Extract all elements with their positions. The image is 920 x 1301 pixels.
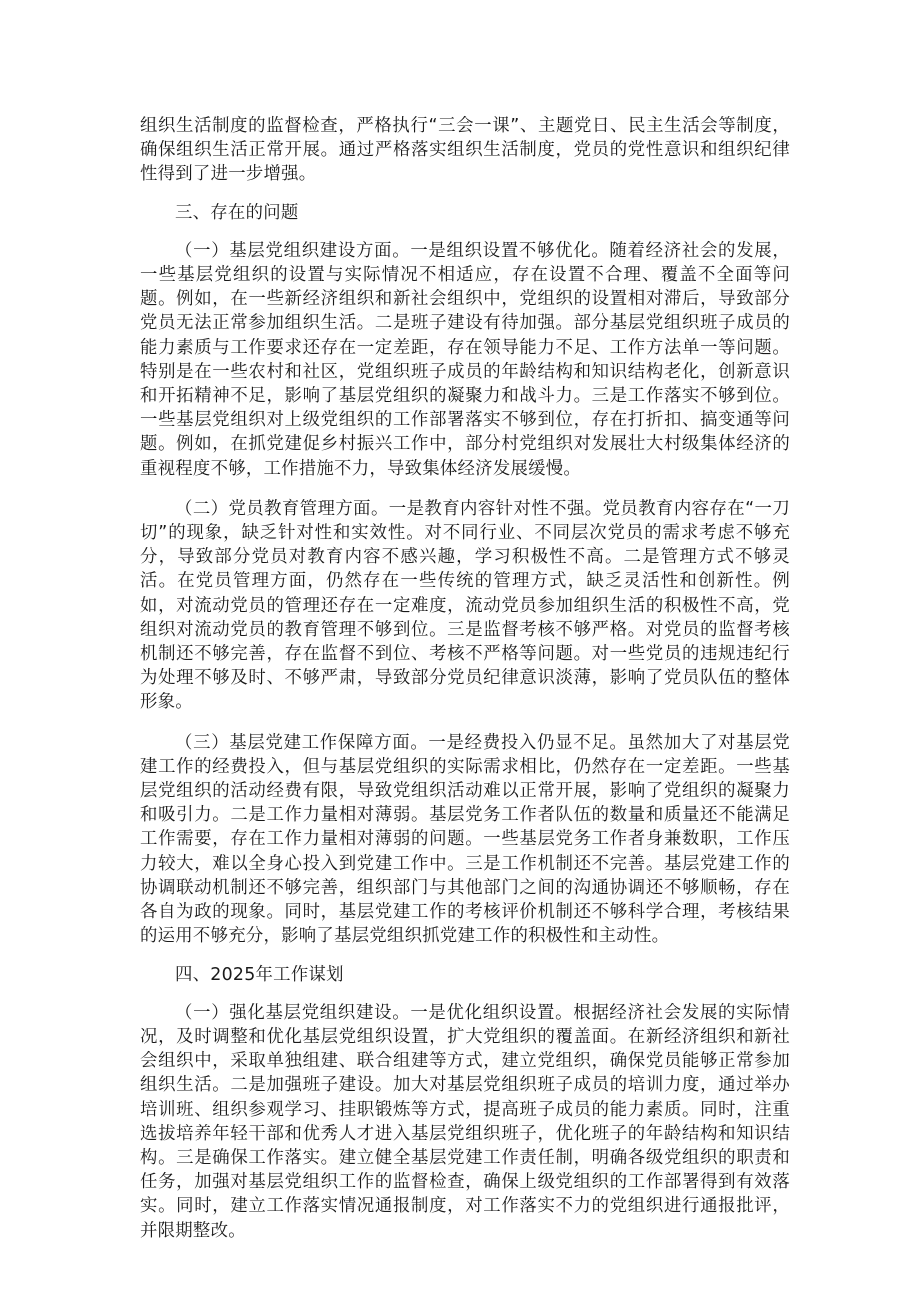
paragraph-work-guarantee-problems: （三）基层党建工作保障方面。一是经费投入仍显不足。虽然加大了对基层党建工作的经费投入，但与基层党组织的实际需求相比，仍然存在一定差距。一些基层党组织的活动经费有限，导致党组织活动难以正常开展，影响了党组织的凝聚力和吸引力。二是工作力量相对薄弱。基层党务工作者队伍的数量和质量还不能满足工作需要，存在工作力量相对薄弱的问题。一些基层党务工作者身兼数职，工作压力较大，难以全身心投入到党建工作中。三是工作机制还不完善。基层党建工作的协调联动机制还不够完善，组织部门与其他部门之间的沟通协调还不够顺畅，存在各自为政的现象。同时，基层党建工作的考核评价机制还不够科学合理，考核结果的运用不够充分，影响了基层党组织抓党建工作的积极性和主动性。 bbox=[140, 732, 790, 947]
paragraph-strengthen-org-building: （一）强化基层党组织建设。一是优化组织设置。根据经济社会发展的实际情况，及时调整和优化基层党组织设置，扩大党组织的覆盖面。在新经济组织和新社会组织中，采取单独组建、联合组建等方式，建立党组织，确保党员能够正常参加组织生活。二是加强班子建设。加大对基层党组织班子成员的培训力度，通过举办培训班、组织参观学习、挂职锻炼等方式，提高班子成员的能力素质。同时，注重选拔培养年轻干部和优秀人才进入基层党组织班子，优化班子的年龄结构和知识结构。三是确保工作落实。建立健全基层党建工作责任制，明确各级党组织的职责和任务，加强对基层党组织工作的监督检查，确保上级党组织的工作部署得到有效落实。同时，建立工作落实情况通报制度，对工作落实不力的党组织进行通报批评，并限期整改。 bbox=[140, 1002, 790, 1241]
section-heading-problems: 三、存在的问题 bbox=[175, 202, 299, 223]
paragraph-party-org-building-problems: （一）基层党组织建设方面。一是组织设置不够优化。随着经济社会的发展，一些基层党组织的设置与实际情况不相适应，存在设置不合理、覆盖不全面等问题。例如，在一些新经济组织和新社会组织中，党组织的设置相对滞后，导致部分党员无法正常参加组织生活。二是班子建设有待加强。部分基层党组织班子成员的能力素质与工作要求还存在一定差距，存在领导能力不足、工作方法单一等问题。特别是在一些农村和社区，党组织班子成员的年龄结构和知识结构老化，创新意识和开拓精神不足，影响了基层党组织的凝聚力和战斗力。三是工作落实不够到位。一些基层党组织对上级党组织的工作部署落实不够到位，存在打折扣、搞变通等问题。例如，在抓党建促乡村振兴工作中，部分村党组织对发展壮大村级集体经济的重视程度不够，工作措施不力，导致集体经济发展缓慢。 bbox=[140, 240, 790, 479]
intro-paragraph: 组织生活制度的监督检查，严格执行“三会一课”、主题党日、民主生活会等制度，确保组织生活正常开展。通过严格落实组织生活制度，党员的党性意识和组织纪律性得到了进一步增强。 bbox=[140, 116, 790, 185]
section-heading-plan-2025: 四、2025年工作谋划 bbox=[175, 964, 344, 985]
document-page bbox=[140, 114, 790, 1243]
paragraph-member-education-problems: （二）党员教育管理方面。一是教育内容针对性不强。党员教育内容存在“一刀切”的现象，缺乏针对性和实效性。对不同行业、不同层次党员的需求考虑不够充分，导致部分党员对教育内容不感兴趣，学习积极性不高。二是管理方式不够灵活。在党员管理方面，仍然存在一些传统的管理方式，缺乏灵活性和创新性。例如，对流动党员的管理还存在一定难度，流动党员参加组织生活的积极性不高，党组织对流动党员的教育管理不够到位。三是监督考核不够严格。对党员的监督考核机制还不够完善，存在监督不到位、考核不严格等问题。对一些党员的违规违纪行为处理不够及时、不够严肃，导致部分党员纪律意识淡薄，影响了党员队伍的整体形象。 bbox=[140, 498, 790, 713]
